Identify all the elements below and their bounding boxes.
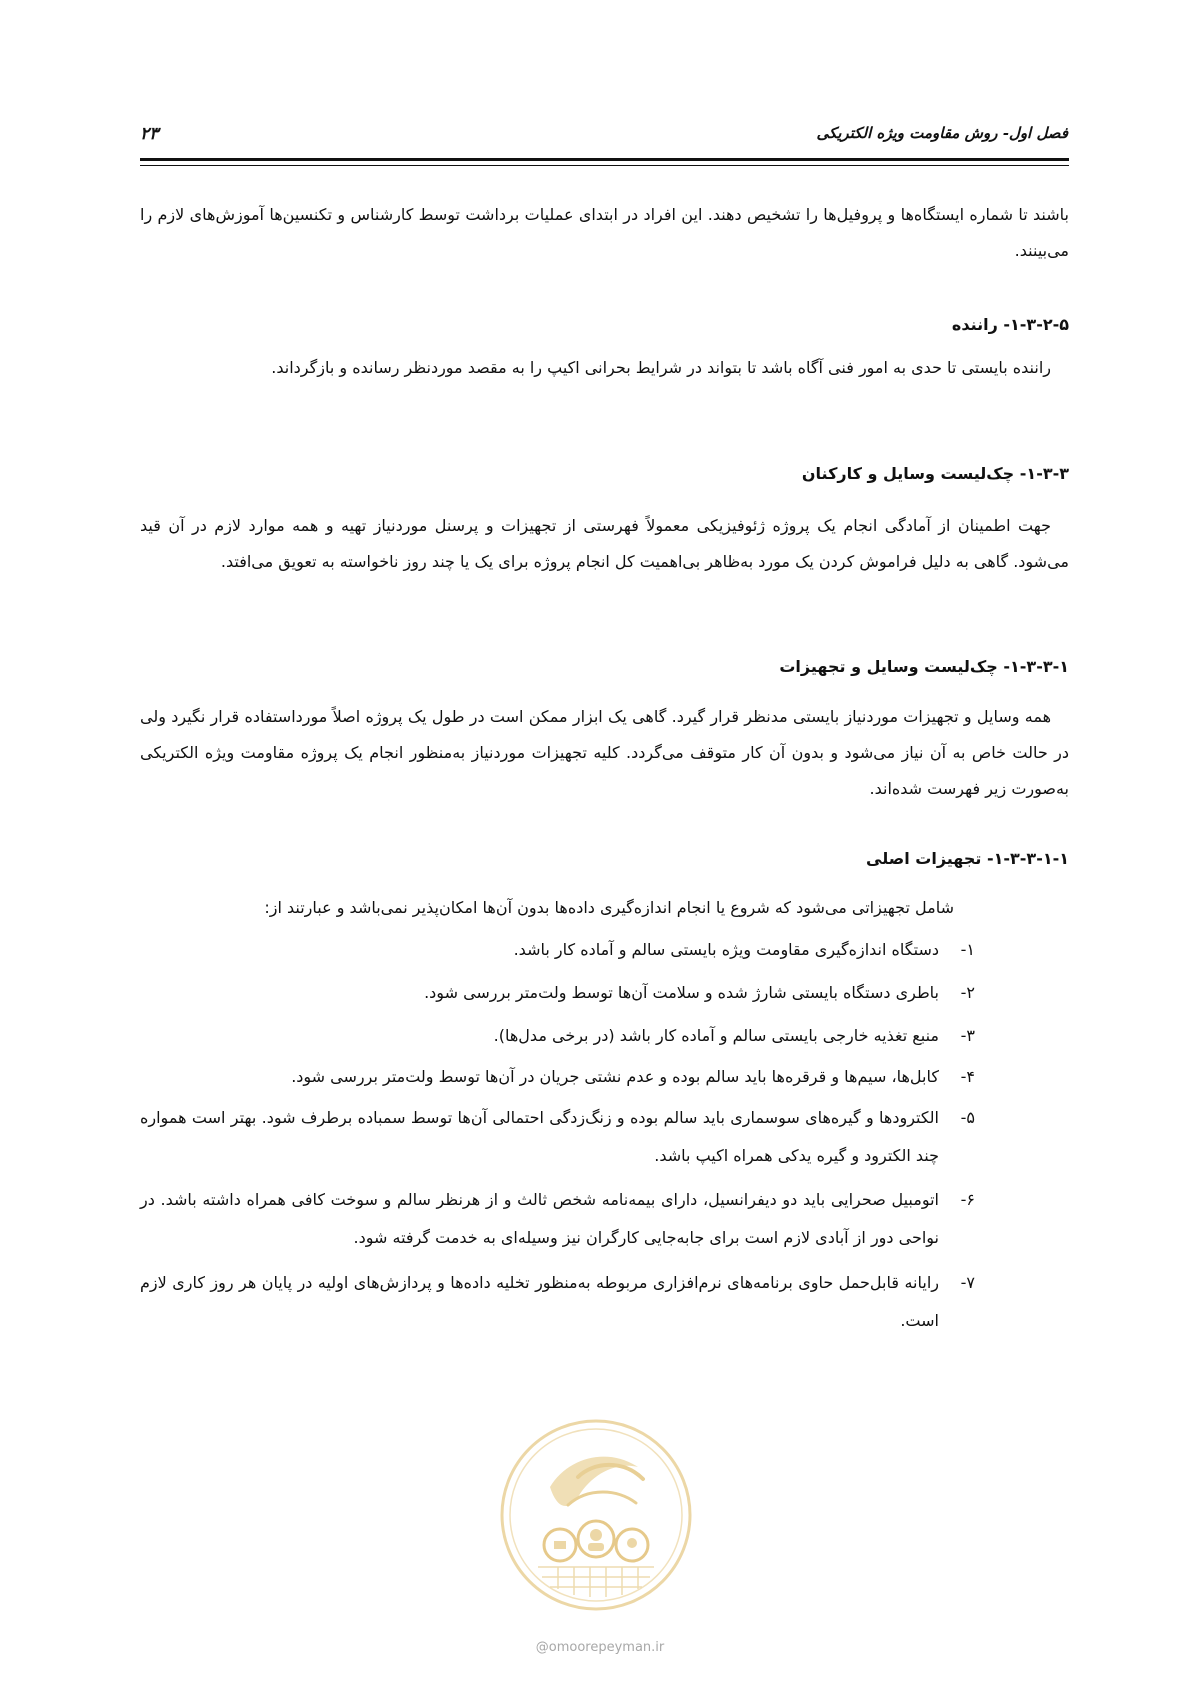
intro-paragraph: باشند تا شماره ایستگاه‌ها و پروفیل‌ها را تشخیص دهند. این افراد در ابتدای عملیات برداشت توسط کارشناس و تکنسین‌ها آموزش‌های لازم را می‌بینند. [140, 205, 1069, 260]
list-item-number: ۱- [960, 940, 975, 959]
list-item [140, 1099, 975, 1175]
page-number: ۲۳ [140, 124, 159, 144]
list-item-text: منبع تغذیه خارجی بایستی سالم و آماده کار باشد (در برخی مدل‌ها). [493, 1026, 939, 1045]
list-item-text: کابل‌ها، سیم‌ها و قرقره‌ها باید سالم بوده و عدم نشتی جریان در آن‌ها توسط ولت‌متر بررسی شود. [291, 1067, 939, 1086]
list-item-text: دستگاه اندازه‌گیری مقاومت ویژه بایستی سالم و آماده کار باشد. [513, 940, 939, 959]
watermark-url: @omoorepeyman.ir [535, 1640, 665, 1655]
list-item [140, 1017, 975, 1055]
list-item-number: ۶- [960, 1190, 975, 1209]
list-item-text: الکترودها و گیره‌های سوسماری باید سالم بوده و زنگ‌زدگی احتمالی آن‌ها توسط سمباده برطرف شود. بهتر است همواره چند الکترود و گیره یدکی همراه اکیپ باشد. [140, 1108, 939, 1165]
section-heading-checklist: ۱-۳-۳- چک‌لیست وسایل و کارکنان [801, 464, 1069, 483]
section-heading-main-equipment: ۱-۳-۳-۱-۱- تجهیزات اصلی [866, 849, 1069, 868]
list-item [140, 1058, 975, 1096]
header-rule-thin [140, 165, 1069, 166]
equipment-list-intro: شامل تجهیزاتی می‌شود که شروع یا انجام اندازه‌گیری داده‌ها بدون آن‌ها امکان‌پذیر نمی‌باشد و عبارتند از: [264, 898, 954, 917]
list-item-number: ۴- [960, 1067, 975, 1086]
list-item-number: ۳- [960, 1026, 975, 1045]
publisher-stamp-logo [498, 1417, 694, 1613]
list-item-number: ۲- [960, 983, 975, 1002]
list-item-number: ۵- [960, 1108, 975, 1127]
list-item [140, 931, 975, 969]
list-item-text: اتومبیل صحرایی باید دو دیفرانسیل، دارای بیمه‌نامه شخص ثالث و از هرنظر سالم و سوخت کافی همراه داشته باشد. در نواحی دور از آبادی لازم است برای جابه‌جایی کارگران نیز وسیله‌ای به خدمت گرفته شود. [140, 1190, 939, 1247]
header-rule-thick [140, 158, 1069, 161]
section-heading-driver: ۱-۳-۲-۵- راننده [951, 315, 1069, 334]
list-item [140, 974, 975, 1012]
list-item-text: رایانه قابل‌حمل حاوی برنامه‌های نرم‌افزاری مربوطه به‌منظور تخلیه داده‌ها و پردازش‌های اولیه در پایان هر روز کاری لازم است. [140, 1273, 939, 1330]
chapter-title: فصل اول- روش مقاومت ویژه الکتریکی [816, 124, 1068, 142]
paragraph-checklist: جهت اطمینان از آمادگی انجام یک پروژه ژئوفیزیکی معمولاً فهرستی از تجهیزات و پرسنل موردنیاز تهیه و همه موارد لازم در آن قید می‌شود. گاهی به دلیل فراموش کردن یک مورد به‌ظاهر بی‌اهمیت کل انجام پروژه برای یک یا چند روز ناخواسته به تعویق می‌افتد. [140, 516, 1069, 571]
paragraph-driver: راننده بایستی تا حدی به امور فنی آگاه باشد تا بتواند در شرایط بحرانی اکیپ را به مقصد موردنظر رسانده و بازگرداند. [271, 358, 1051, 377]
list-item-text: باطری دستگاه بایستی شارژ شده و سلامت آن‌ها توسط ولت‌متر بررسی شود. [424, 983, 939, 1002]
paragraph-equipment-checklist: همه وسایل و تجهیزات موردنیاز بایستی مدنظر قرار گیرد. گاهی یک ابزار ممکن است در طول یک پروژه اصلاً مورداستفاده قرار نگیرد ولی در حالت خاص به آن نیاز می‌شود و بدون آن کار متوقف می‌گردد. کلیه تجهیزات موردنیاز به‌منظور انجام یک پروژه مقاومت ویژه الکتریکی به‌صورت زیر فهرست شده‌اند. [140, 707, 1069, 798]
list-item-number: ۷- [960, 1273, 975, 1292]
section-heading-equipment-checklist: ۱-۳-۳-۱- چک‌لیست وسایل و تجهیزات [779, 657, 1069, 676]
list-item [140, 1181, 975, 1257]
page-header [140, 124, 1068, 150]
list-item [140, 1264, 975, 1340]
